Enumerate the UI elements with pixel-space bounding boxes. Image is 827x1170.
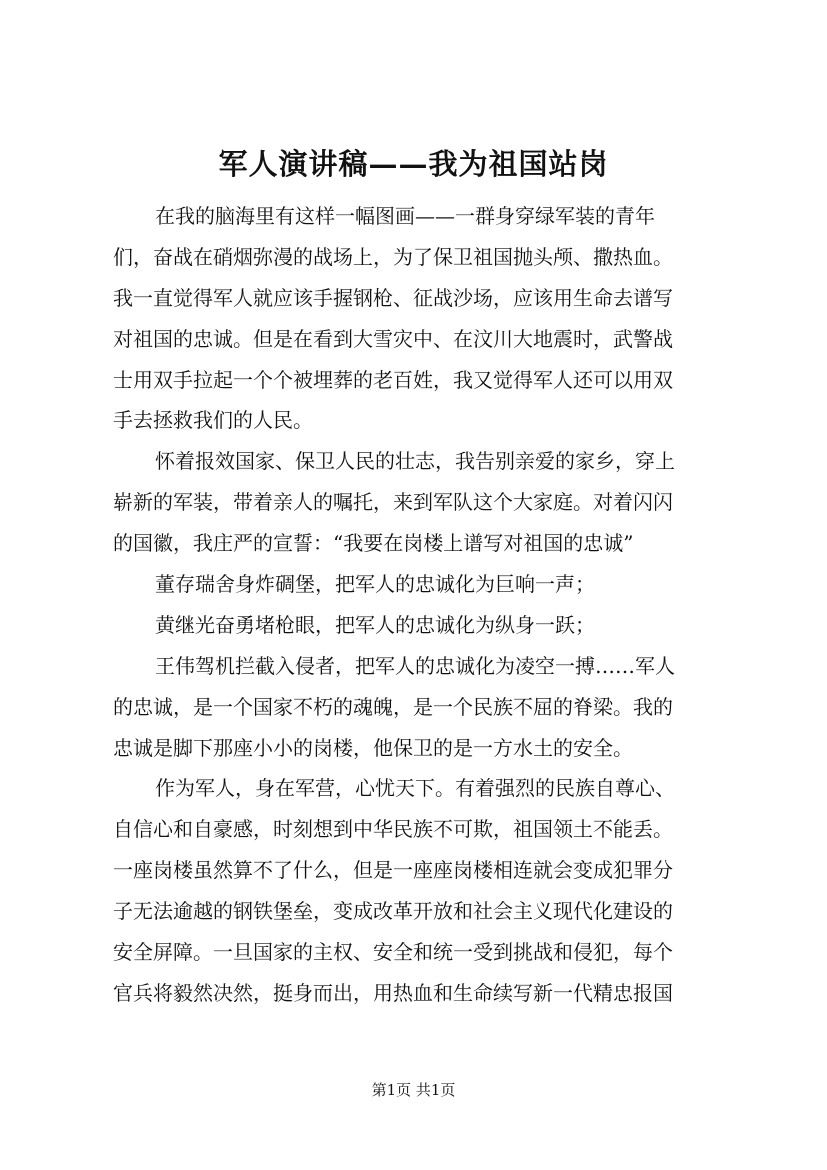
text-line: 的国徽，我庄严的宣誓：“我要在岗楼上谱写对祖国的忠诚” — [113, 531, 634, 556]
document-body — [113, 196, 733, 1014]
text-line: 一座岗楼虽然算不了什么，但是一座座岗楼相连就会变成犯罪分 — [113, 858, 673, 883]
text-line: 王伟驾机拦截入侵者，把军人的忠诚化为凌空一搏……军人 — [155, 653, 675, 678]
text-line: 崭新的军装，带着亲人的嘱托，来到军队这个大家庭。对着闪闪 — [113, 490, 673, 515]
text-line: 士用双手拉起一个个被埋葬的老百姓，我又觉得军人还可以用双 — [113, 367, 673, 392]
text-line: 自信心和自豪感，时刻想到中华民族不可欺，祖国领土不能丢。 — [113, 817, 673, 842]
text-line: 怀着报效国家、保卫人民的壮志，我告别亲爱的家乡，穿上 — [155, 449, 675, 474]
text-line: 官兵将毅然决然，挺身而出，用热血和生命续写新一代精忠报国 — [113, 980, 673, 1005]
text-line: 的忠诚，是一个国家不朽的魂魄，是一个民族不屈的脊梁。我的 — [113, 694, 673, 719]
text-line: 安全屏障。一旦国家的主权、安全和统一受到挑战和侵犯，每个 — [113, 940, 673, 965]
text-line: 们，奋战在硝烟弥漫的战场上，为了保卫祖国抛头颅、撒热血。 — [113, 244, 673, 269]
page-footer: 第1页 共1页 — [371, 1081, 456, 1099]
text-line: 黄继光奋勇堵枪眼，把军人的忠诚化为纵身一跃； — [155, 612, 595, 637]
text-line: 在我的脑海里有这样一幅图画——一群身穿绿军装的青年 — [155, 204, 655, 228]
text-line: 子无法逾越的钢铁堡垒，变成改革开放和社会主义现代化建设的 — [113, 899, 673, 924]
text-line: 作为军人，身在军营，心忧天下。有着强烈的民族自尊心、 — [155, 776, 675, 801]
text-line: 对祖国的忠诚。但是在看到大雪灾中、在汶川大地震时，武警战 — [113, 326, 673, 351]
document-title: 军人演讲稿——我为祖国站岗 — [218, 147, 609, 181]
text-line: 手去拯救我们的人民。 — [113, 408, 313, 433]
text-line: 忠诚是脚下那座小小的岗楼，他保卫的是一方水土的安全。 — [113, 735, 633, 760]
text-line: 董存瑞舍身炸碉堡，把军人的忠诚化为巨响一声； — [155, 572, 595, 597]
text-line: 我一直觉得军人就应该手握钢枪、征战沙场，应该用生命去谱写 — [113, 285, 673, 310]
